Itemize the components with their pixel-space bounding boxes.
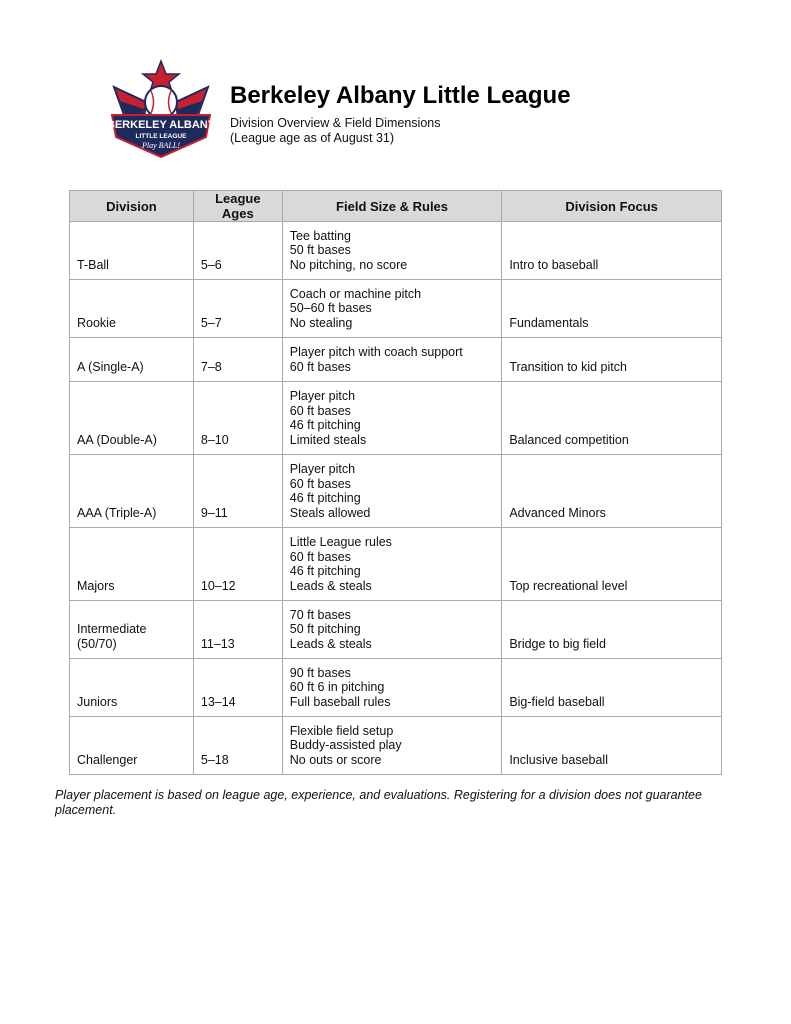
rule-line: Steals allowed bbox=[289, 505, 371, 520]
cell-league-ages: 13–14 bbox=[193, 659, 282, 717]
table-row bbox=[70, 280, 722, 338]
rule-line: Coach or machine pitch bbox=[289, 286, 422, 301]
table-row bbox=[70, 717, 722, 775]
table-row bbox=[70, 222, 722, 280]
league-logo bbox=[106, 57, 216, 167]
rule-line: Limited steals bbox=[289, 432, 367, 447]
cell-division-focus: Intro to baseball bbox=[502, 222, 722, 280]
logo-text-line3: Play BALL! bbox=[142, 141, 180, 150]
subtitle-line-1: Division Overview & Field Dimensions bbox=[230, 116, 441, 130]
table-row bbox=[70, 455, 722, 528]
cell-division-focus: Transition to kid pitch bbox=[502, 338, 722, 382]
rule-line: 50 ft pitching bbox=[289, 622, 361, 637]
table-row bbox=[70, 601, 722, 659]
subtitle-line-2: (League age as of August 31) bbox=[230, 131, 395, 145]
cell-division: AA (Double-A) bbox=[70, 382, 194, 455]
header-league-ages: League Ages bbox=[193, 191, 282, 222]
rule-line: Flexible field setup bbox=[289, 723, 394, 738]
rule-line: 60 ft bases bbox=[289, 403, 351, 418]
table-row bbox=[70, 659, 722, 717]
cell-division-focus: Fundamentals bbox=[502, 280, 722, 338]
cell-field-rules bbox=[282, 528, 502, 601]
cell-field-rules bbox=[282, 717, 502, 775]
header-field-size-rules: Field Size & Rules bbox=[282, 191, 502, 222]
cell-field-rules bbox=[282, 222, 502, 280]
table-row bbox=[70, 528, 722, 601]
rule-line: 60 ft bases bbox=[289, 359, 351, 374]
logo-text-line2: LITTLE LEAGUE bbox=[135, 133, 187, 140]
header-division: Division bbox=[70, 191, 194, 222]
rule-line: Player pitch bbox=[289, 389, 356, 404]
cell-division: T-Ball bbox=[70, 222, 194, 280]
cell-division-focus: Bridge to big field bbox=[502, 601, 722, 659]
cell-field-rules bbox=[282, 382, 502, 455]
division-table bbox=[69, 190, 722, 775]
rule-line: Full baseball rules bbox=[289, 694, 391, 709]
cell-league-ages: 7–8 bbox=[193, 338, 282, 382]
cell-division-focus: Top recreational level bbox=[502, 528, 722, 601]
rule-line: 60 ft bases bbox=[289, 476, 351, 491]
cell-division: Intermediate (50/70) bbox=[70, 601, 194, 659]
header-division-focus: Division Focus bbox=[502, 191, 722, 222]
table-row bbox=[70, 338, 722, 382]
cell-field-rules bbox=[282, 455, 502, 528]
rule-line: No stealing bbox=[289, 315, 353, 330]
cell-division: Rookie bbox=[70, 280, 194, 338]
rule-line: Leads & steals bbox=[289, 636, 372, 651]
cell-division-focus: Inclusive baseball bbox=[502, 717, 722, 775]
rule-line: 60 ft bases bbox=[289, 549, 351, 564]
cell-league-ages: 8–10 bbox=[193, 382, 282, 455]
rule-line: No pitching, no score bbox=[289, 257, 408, 272]
rule-line: Leads & steals bbox=[289, 578, 372, 593]
cell-league-ages: 10–12 bbox=[193, 528, 282, 601]
cell-division: Juniors bbox=[70, 659, 194, 717]
cell-league-ages: 11–13 bbox=[193, 601, 282, 659]
cell-field-rules bbox=[282, 338, 502, 382]
table-header-row bbox=[70, 191, 722, 222]
rule-line: Buddy-assisted play bbox=[289, 738, 402, 753]
rule-line: No outs or score bbox=[289, 752, 382, 767]
cell-field-rules bbox=[282, 280, 502, 338]
rule-line: 46 ft pitching bbox=[289, 418, 361, 433]
cell-division-focus: Advanced Minors bbox=[502, 455, 722, 528]
rule-line: Player pitch with coach support bbox=[289, 345, 463, 360]
page-title: Berkeley Albany Little League bbox=[230, 82, 571, 109]
rule-line: 60 ft 6 in pitching bbox=[289, 680, 385, 695]
page-subtitle bbox=[230, 116, 440, 146]
table-row bbox=[70, 382, 722, 455]
rule-line: 50 ft bases bbox=[289, 243, 351, 258]
cell-division-focus: Big-field baseball bbox=[502, 659, 722, 717]
cell-league-ages: 9–11 bbox=[193, 455, 282, 528]
cell-division: Majors bbox=[70, 528, 194, 601]
rule-line: 50–60 ft bases bbox=[289, 301, 372, 316]
cell-division: AAA (Triple-A) bbox=[70, 455, 194, 528]
cell-division: Challenger bbox=[70, 717, 194, 775]
rule-line: 90 ft bases bbox=[289, 665, 351, 680]
rule-line: Player pitch bbox=[289, 462, 356, 477]
rule-line: 70 ft bases bbox=[289, 607, 351, 622]
cell-field-rules bbox=[282, 659, 502, 717]
placement-footnote: Player placement is based on league age, experience, and evaluations. Registering for a division does not guarantee placement. bbox=[55, 788, 702, 817]
logo-text-line1: BERKELEY ALBANY bbox=[106, 119, 216, 131]
cell-division: A (Single-A) bbox=[70, 338, 194, 382]
rule-line: Little League rules bbox=[289, 535, 392, 550]
cell-league-ages: 5–7 bbox=[193, 280, 282, 338]
rule-line: Tee batting bbox=[289, 228, 351, 243]
cell-field-rules bbox=[282, 601, 502, 659]
rule-line: 46 ft pitching bbox=[289, 491, 361, 506]
cell-league-ages: 5–6 bbox=[193, 222, 282, 280]
cell-division-focus: Balanced competition bbox=[502, 382, 722, 455]
league-logo-graphic bbox=[106, 57, 216, 167]
rule-line: 46 ft pitching bbox=[289, 564, 361, 579]
cell-league-ages: 5–18 bbox=[193, 717, 282, 775]
